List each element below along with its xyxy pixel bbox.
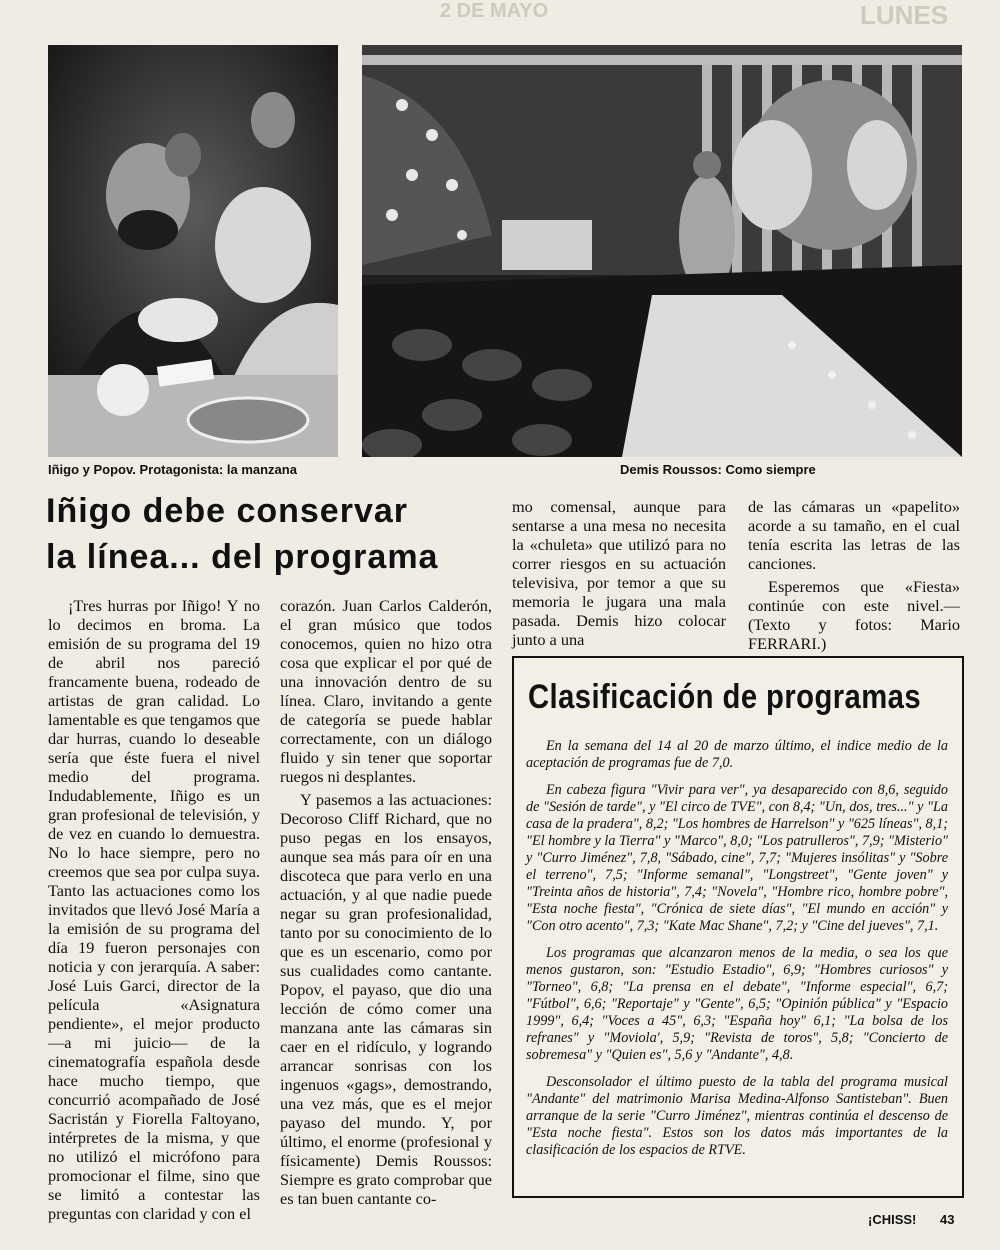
photo-inigo-popov	[48, 45, 338, 457]
footer-page-number: 43	[940, 1212, 955, 1227]
photo-caption-left: Iñigo y Popov. Protagonista: la manzana	[48, 462, 297, 477]
clasificacion-para-1: En la semana del 14 al 20 de marzo último, el indice medio de la aceptación de programas fue de 7,0.	[526, 738, 948, 771]
clasificacion-para-2: En cabeza figura "Vivir para ver", ya desaparecido con 8,6, seguido de "Sesión de tarde", y "El circo de TVE", con 8,4; "Un, dos, tres..." y "La casa de la pradera", 8,2; "Los hombres de Harrelson" y "625 líneas", 8,1; "El hombre y la Tierra" y "Marco", 8,0; "Los patrulleros", 7,9; "Misterio" y "Curro Jiménez", 7,8, "Sábado, cine", 7,7; "Mujeres insólitas" y "Sobre el terreno", 7,5; "Informe semanal", "Longstreet", "Gente joven" y "Treinta años de historia", 7,4; "Novela", "Hombre rico, hombre pobre", "Esta noche fiesta", "Crónica de siete días", "El mundo en acción" y "Con otro acento", 7,3; "Kate Mac Shane", 7,2; y "Cine del jueves", 7,1.	[526, 782, 949, 934]
clasificacion-para-3: Los programas que alcanzaron menos de la media, o sea los que menos gustaron, son: "Estudio Estadio", 6,9; "Hombres curiosos" y "Torneo", 6,8; "La prensa en el debate", "Informe especial", 6,7; "Fútbol", 6,6; "Reportaje" y "Gente", 6,5; "Opinión pública" y "Espacio 1999", 6,4; "Voces a 45", 6,3; "España hoy" 6,1; "La bolsa de los refranes" y "Moviola', 5,9; "Revista de toros", 5,8; "Concierto de sobremesa" y "Quien es", 5,6 y "Andante", 4,8.	[526, 945, 948, 1063]
article-headline	[46, 488, 496, 580]
article-column-2-para-1: corazón. Juan Carlos Calderón, el gran músico que todos conocemos, quien no hizo otra cosa que explicar el por qué de una innovación dentro de su línea. Claro, invitando a gente de categoría se puede hablar correctamente, con un diálogo fluido y sin tener que soportar ruegos ni desplantes.	[280, 596, 492, 786]
photo-demis-roussos	[362, 45, 962, 457]
clasificacion-body	[526, 738, 948, 1169]
article-column-3	[512, 497, 726, 649]
bleed-through-header: LUNES	[860, 0, 949, 30]
clasificacion-box	[512, 656, 964, 1198]
article-column-2-para-2: Y pasemos a las actuaciones: Decoroso Cliff Richard, que no puso pegas en los ensayos, aunque sea más para oír en una discoteca que para verlo en una actuación, y al que nadie puede negar su gran profesionalidad, tanto por su conocimiento de lo que es un escenario, como por sus cualidades como cantante. Popov, el payaso, que dio una lección de cómo comer una manzana ante las cámaras sin caer en el ridículo, y logrando arrancar sonrisas con los ingenuos «gags», demostrando, una vez más, que es el mejor payaso del mundo. Y, por último, el enorme (profesional y físicamente) Demis Roussos: Siempre es grato comprobar que es tan buen cantante co-	[280, 790, 492, 1208]
photo-caption-right: Demis Roussos: Como siempre	[620, 462, 816, 477]
article-column-3-text: mo comensal, aunque para sentarse a una mesa no necesita la «chuleta» que utilizó para no correr riesgos en su actuación televisiva, por temor a que su memoria le jugara una mala pasada. Demis hizo colocar junto a una	[512, 497, 726, 649]
clasificacion-para-4: Desconsolador el último puesto de la tabla del programa musical "Andante" del matrimonio Marisa Medina-Alfonso Santisteban". Buen arranque de la serie "Curro Jiménez", mientras continúa el descenso de "Esta noche fiesta". Estos son los datos más importantes de la clasificación de los espacios de RTVE.	[526, 1074, 948, 1158]
article-column-2	[280, 596, 492, 1208]
article-column-4-para-2: Esperemos que «Fiesta» continúe con este nivel.— (Texto y fotos: Mario FERRARI.)	[748, 577, 960, 653]
article-column-1	[48, 596, 260, 1223]
footer-magazine-name: ¡CHISS!	[868, 1212, 917, 1227]
article-column-1-text: ¡Tres hurras por Iñigo! Y no lo decimos en broma. La emisión de su programa del 19 de abril nos pareció francamente buena, rodeado de artistas de gran calidad. Lo lamentable es que tengamos que dar hurras, cuando lo deseable sería que éste fuera el nivel medio del programa. Indudablemente, Iñigo es un gran profesional de televisión, y de vez en cuando lo demuestra. No lo hace siempre, pero no creemos que sea por culpa suya. Tanto las actuaciones como los invitados que llevó José María a la emisión de su programa del día 19 fueron personajes con noticia y con jerarquía. A saber: José Luis Garci, director de la película «Asignatura pendiente», el mejor producto —a mi juicio— de la cinematografía española desde hace mucho tiempo, que concurrió acompañado de José Sacristán y Fiorella Faltoyano, intérpretes de la misma, y que no utilizó el micrófono para promocionar el filme, sino que se limitó a contestar las preguntas con claridad y con el	[48, 596, 260, 1223]
bleed-through-date: 2 DE MAYO	[440, 0, 549, 22]
clasificacion-title: Clasificación de programas	[528, 678, 922, 716]
article-headline-line1: Iñigo debe conservar	[46, 492, 408, 530]
article-column-4	[748, 497, 960, 653]
article-headline-line2: la línea... del programa	[46, 538, 439, 576]
article-column-4-para-1: de las cámaras un «papelito» acorde a su tamaño, en el cual tenía escrita las letras de las canciones.	[748, 497, 960, 573]
photo-demis-roussos-image	[362, 45, 962, 457]
photo-inigo-popov-image	[48, 45, 338, 457]
